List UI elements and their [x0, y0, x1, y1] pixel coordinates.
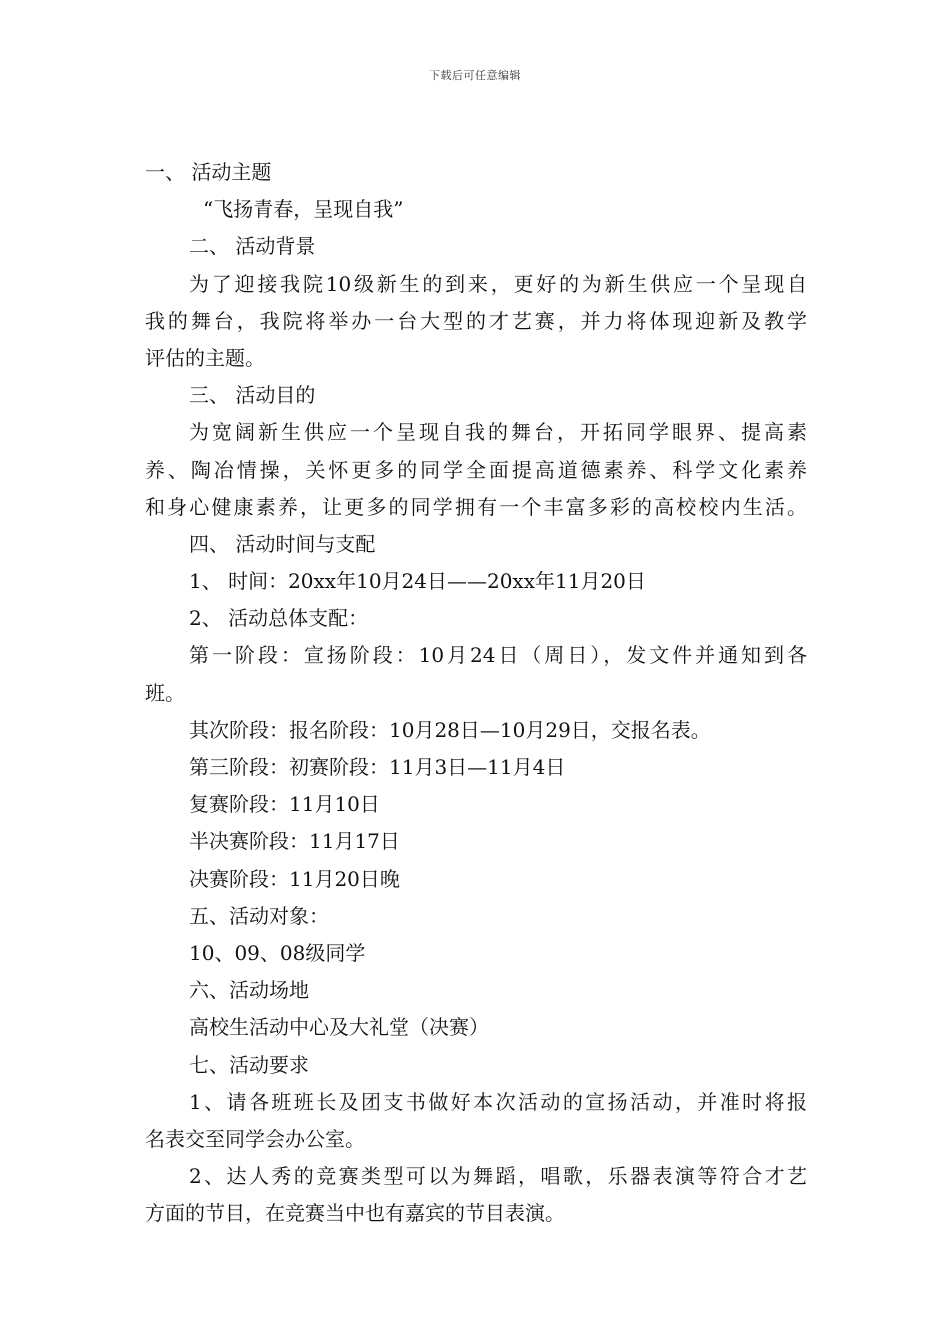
stage-semifinal: 半决赛阶段：11月17日	[189, 829, 400, 854]
paragraph-line: 和身心健康素养，让更多的同学拥有一个丰富多彩的高校校内生活。	[145, 494, 807, 519]
stage-three: 第三阶段：初赛阶段：11月3日—11月4日	[189, 755, 566, 779]
paragraph-line: 为宽阔新生供应一个呈现自我的舞台，开拓同学眼界、提高素	[189, 420, 807, 445]
page-header: 下载后可任意编辑	[429, 69, 521, 82]
document-body	[145, 154, 807, 1232]
requirement-1: 1、请各班班长及团支书做好本次活动的宣扬活动，并准时将报	[189, 1089, 807, 1114]
section-heading-requirements: 七、活动要求	[189, 1052, 309, 1077]
stage-two: 其次阶段：报名阶段：10月28日—10月29日，交报名表。	[189, 717, 711, 742]
requirement-2: 2、达人秀的竞赛类型可以为舞蹈，唱歌，乐器表演等符合才艺	[189, 1164, 807, 1189]
section-heading-background: 二、 活动背景	[189, 234, 316, 259]
venue-text: 高校生活动中心及大礼堂（决赛）	[189, 1015, 489, 1040]
stage-final: 决赛阶段：11月20日晚	[189, 866, 400, 891]
schedule-overall: 2、 活动总体支配：	[189, 606, 369, 631]
stage-one-cont: 班。	[145, 680, 185, 705]
section-heading-schedule: 四、 活动时间与支配	[189, 531, 376, 556]
paragraph-line: 养、陶冶情操，关怀更多的同学全面提高道德素养、科学文化素养	[145, 457, 807, 482]
section-heading-theme: 一、 活动主题	[145, 160, 272, 184]
requirement-2-cont: 方面的节目，在竞赛当中也有嘉宾的节目表演。	[145, 1201, 565, 1226]
theme-slogan: “飞扬青春，呈现自我”	[203, 197, 404, 222]
target-text: 10、09、08级同学	[189, 940, 366, 965]
paragraph-line: 评估的主题。	[145, 345, 265, 370]
requirement-1-cont: 名表交至同学会办公室。	[145, 1126, 365, 1151]
section-heading-venue: 六、活动场地	[189, 978, 309, 1003]
section-heading-purpose: 三、 活动目的	[189, 383, 316, 408]
schedule-time: 1、 时间：20xx年10月24日——20xx年11月20日	[189, 569, 646, 594]
paragraph-line: 我的舞台，我院将举办一台大型的才艺赛，并力将体现迎新及教学	[145, 308, 807, 333]
stage-one: 第一阶段：宣扬阶段：10月24日（周日），发文件并通知到各	[189, 643, 807, 668]
paragraph-line: 为了迎接我院10级新生的到来，更好的为新生供应一个呈现自	[189, 271, 807, 296]
stage-rematch: 复赛阶段：11月10日	[189, 792, 380, 817]
section-heading-target: 五、活动对象：	[189, 903, 329, 928]
